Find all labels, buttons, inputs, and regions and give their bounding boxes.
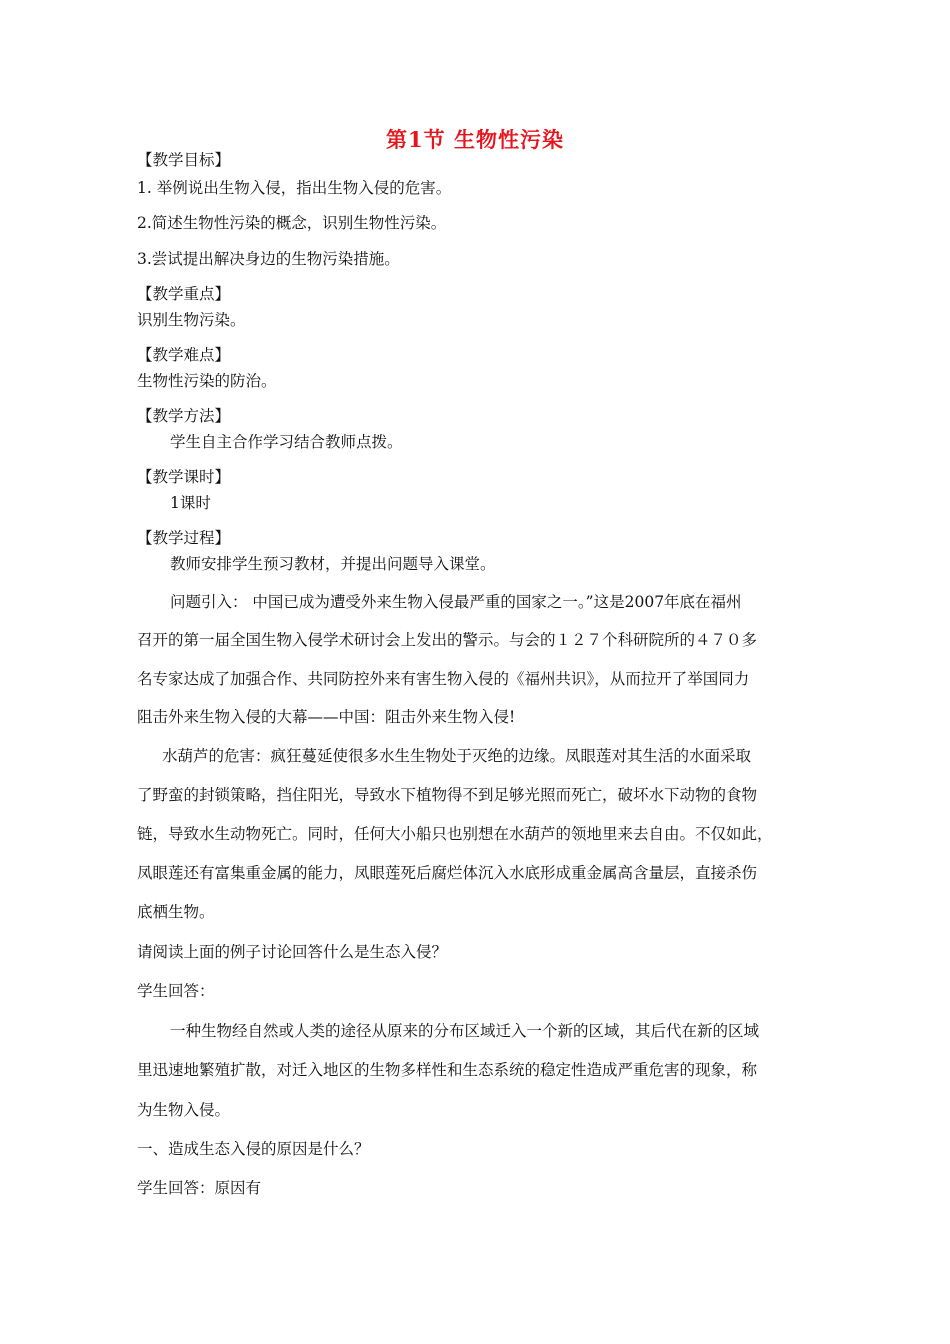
text-line: 学生自主合作学习结合教师点拨。 <box>170 433 403 451</box>
text-line: 【教学过程】 <box>137 529 231 547</box>
text-line: 【教学难点】 <box>137 346 231 364</box>
text-line: 【教学方法】 <box>137 407 231 425</box>
text-line: 召开的第一届全国生物入侵学术研讨会上发出的警示。与会的１２７个科研院所的４７０多 <box>137 631 758 649</box>
text-line: 阻击外来生物入侵的大幕——中国：阻击外来生物入侵! <box>137 708 516 726</box>
text-line: 问题引入： 中国已成为遭受外来生物入侵最严重的国家之一。”这是2007年底在福州 <box>170 593 742 611</box>
text-line: 1课时 <box>170 494 211 512</box>
text-line: 请阅读上面的例子讨论回答什么是生态入侵？ <box>137 943 448 961</box>
text-line: 【教学重点】 <box>137 285 231 303</box>
text-line: 1. 举例说出生物入侵，指出生物入侵的危害。 <box>137 179 452 197</box>
text-line: 教师安排学生预习教材，并提出问题导入课堂。 <box>170 555 496 573</box>
text-line: 凤眼莲还有富集重金属的能力，凤眼莲死后腐烂体沉入水底形成重金属高含量层，直接杀伤 <box>137 864 758 882</box>
text-line: 了野蛮的封锁策略，挡住阳光，导致水下植物得不到足够光照而死亡，破坏水下动物的食物 <box>137 786 758 804</box>
text-line: 链，导致水生动物死亡。同时，任何大小船只也别想在水葫芦的领地里来去自由。不仅如此， <box>137 825 773 843</box>
text-line: 学生回答： <box>137 982 215 1000</box>
text-line: 生物性污染的防治。 <box>137 372 277 390</box>
text-line: 名专家达成了加强合作、共同防控外来有害生物入侵的《福州共识》，从而拉开了举国同力 <box>137 670 750 688</box>
text-line: 一、造成生态入侵的原因是什么？ <box>137 1140 370 1158</box>
text-line: 【教学课时】 <box>137 468 231 486</box>
text-line: 学生回答：原因有 <box>137 1179 262 1197</box>
text-line: 底栖生物。 <box>137 903 215 921</box>
page-title: 第1节 生物性污染 <box>386 127 564 152</box>
text-line: 3.尝试提出解决身边的生物污染措施。 <box>137 250 400 268</box>
text-line: 2.简述生物性污染的概念，识别生物性污染。 <box>137 214 447 232</box>
text-line: 里迅速地繁殖扩散，对迁入地区的生物多样性和生态系统的稳定性造成严重危害的现象，称 <box>137 1061 758 1079</box>
text-line: 识别生物污染。 <box>137 311 246 329</box>
text-line: 水葫芦的危害：疯狂蔓延使很多水生生物处于灭绝的边缘。凤眼莲对其生活的水面采取 <box>162 747 752 765</box>
text-line: 【教学目标】 <box>137 151 231 169</box>
text-line: 为生物入侵。 <box>137 1101 231 1119</box>
text-line: 一种生物经自然或人类的途径从原来的分布区域迁入一个新的区域，其后代在新的区域 <box>170 1022 760 1040</box>
